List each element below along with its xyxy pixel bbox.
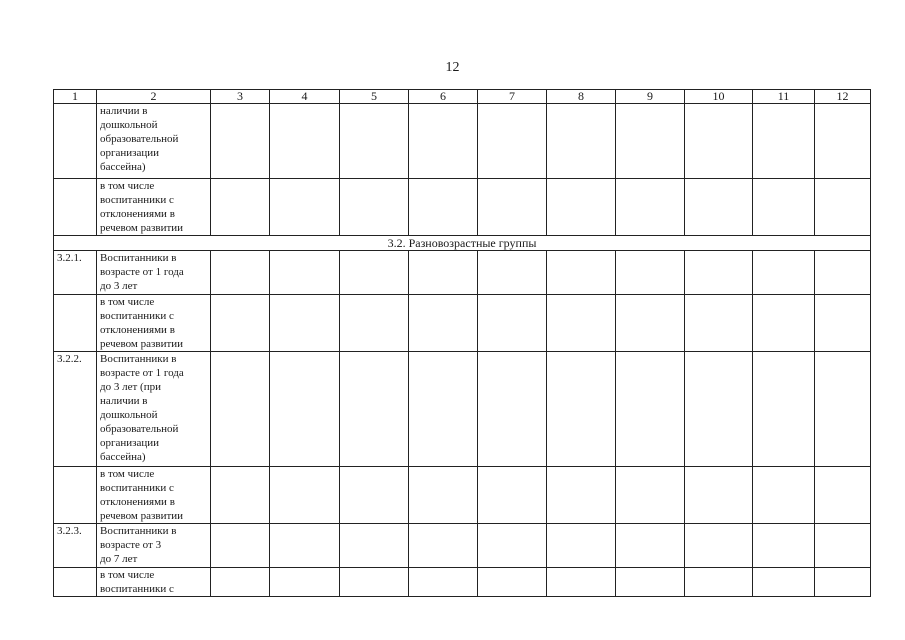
- data-cell: [478, 295, 547, 352]
- data-cell: [478, 467, 547, 524]
- row-number: 3.2.3.: [54, 524, 97, 568]
- row-label: в том числе воспитанники с отклонениями в речевом развитии: [97, 467, 211, 524]
- data-cell: [685, 179, 753, 236]
- data-cell: [270, 179, 340, 236]
- data-cell: [409, 179, 478, 236]
- data-cell: [409, 251, 478, 295]
- column-header: 6: [409, 90, 478, 104]
- row-label: в том числе воспитанники с отклонениями в речевом развитии: [97, 295, 211, 352]
- data-table: [53, 89, 871, 597]
- data-cell: [547, 104, 616, 179]
- row-label: Воспитанники в возрасте от 1 года до 3 лет: [97, 251, 211, 295]
- data-cell: [815, 568, 871, 597]
- row-number: [54, 295, 97, 352]
- row-number: [54, 568, 97, 597]
- data-cell: [270, 295, 340, 352]
- data-cell: [753, 524, 815, 568]
- row-number: 3.2.1.: [54, 251, 97, 295]
- table-row: [54, 352, 871, 467]
- data-cell: [753, 251, 815, 295]
- row-label: в том числе воспитанники с: [97, 568, 211, 597]
- data-cell: [616, 179, 685, 236]
- column-header: 2: [97, 90, 211, 104]
- data-cell: [409, 568, 478, 597]
- table-row: [54, 467, 871, 524]
- data-cell: [685, 295, 753, 352]
- data-cell: [478, 251, 547, 295]
- data-cell: [616, 568, 685, 597]
- page-number: 12: [445, 60, 460, 75]
- data-cell: [478, 524, 547, 568]
- column-header: 4: [270, 90, 340, 104]
- table-row: [54, 179, 871, 236]
- table-body: [54, 90, 871, 597]
- data-cell: [478, 568, 547, 597]
- data-cell: [340, 352, 409, 467]
- data-cell: [409, 352, 478, 467]
- data-cell: [685, 104, 753, 179]
- table-row: [54, 104, 871, 179]
- data-cell: [478, 352, 547, 467]
- data-cell: [211, 467, 270, 524]
- data-cell: [547, 295, 616, 352]
- data-cell: [815, 179, 871, 236]
- data-cell: [270, 568, 340, 597]
- column-header: 5: [340, 90, 409, 104]
- data-cell: [685, 352, 753, 467]
- data-cell: [270, 524, 340, 568]
- data-cell: [815, 352, 871, 467]
- data-cell: [547, 568, 616, 597]
- data-cell: [270, 352, 340, 467]
- data-cell: [340, 179, 409, 236]
- data-cell: [616, 352, 685, 467]
- table-row: [54, 524, 871, 568]
- table-row: [54, 568, 871, 597]
- data-cell: [211, 295, 270, 352]
- data-cell: [340, 295, 409, 352]
- data-cell: [753, 467, 815, 524]
- column-header: 7: [478, 90, 547, 104]
- data-cell: [409, 467, 478, 524]
- row-label: в том числе воспитанники с отклонениями в речевом развитии: [97, 179, 211, 236]
- data-cell: [478, 179, 547, 236]
- column-header: 11: [753, 90, 815, 104]
- data-cell: [753, 568, 815, 597]
- row-number: [54, 104, 97, 179]
- data-cell: [340, 251, 409, 295]
- data-cell: [211, 352, 270, 467]
- data-cell: [409, 295, 478, 352]
- data-cell: [409, 524, 478, 568]
- row-label: наличии в дошкольной образовательной организации бассейна): [97, 104, 211, 179]
- data-cell: [815, 104, 871, 179]
- column-header: 3: [211, 90, 270, 104]
- data-cell: [815, 524, 871, 568]
- data-cell: [547, 467, 616, 524]
- data-cell: [616, 524, 685, 568]
- data-cell: [753, 179, 815, 236]
- data-cell: [547, 352, 616, 467]
- data-cell: [340, 104, 409, 179]
- data-cell: [340, 568, 409, 597]
- table-row: [54, 251, 871, 295]
- data-cell: [753, 352, 815, 467]
- data-cell: [270, 104, 340, 179]
- data-cell: [685, 467, 753, 524]
- section-row: [54, 236, 871, 251]
- header-row: [54, 90, 871, 104]
- data-cell: [211, 179, 270, 236]
- data-cell: [815, 251, 871, 295]
- row-number: [54, 179, 97, 236]
- column-header: 8: [547, 90, 616, 104]
- data-cell: [340, 467, 409, 524]
- row-number: 3.2.2.: [54, 352, 97, 467]
- data-cell: [547, 179, 616, 236]
- data-cell: [685, 524, 753, 568]
- data-cell: [753, 295, 815, 352]
- data-cell: [815, 467, 871, 524]
- data-cell: [211, 251, 270, 295]
- row-number: [54, 467, 97, 524]
- column-header: 10: [685, 90, 753, 104]
- data-cell: [685, 251, 753, 295]
- column-header: 1: [54, 90, 97, 104]
- row-label: Воспитанники в возрасте от 1 года до 3 лет (при наличии в дошкольной образовательной организации бассейна): [97, 352, 211, 467]
- section-title: 3.2. Разновозрастные группы: [54, 236, 871, 251]
- data-cell: [270, 467, 340, 524]
- data-cell: [547, 524, 616, 568]
- data-cell: [753, 104, 815, 179]
- data-cell: [815, 295, 871, 352]
- data-cell: [616, 104, 685, 179]
- data-cell: [616, 467, 685, 524]
- data-cell: [211, 104, 270, 179]
- row-label: Воспитанники в возрасте от 3 до 7 лет: [97, 524, 211, 568]
- data-cell: [211, 568, 270, 597]
- table-row: [54, 295, 871, 352]
- data-cell: [547, 251, 616, 295]
- data-cell: [478, 104, 547, 179]
- data-cell: [211, 524, 270, 568]
- data-cell: [270, 251, 340, 295]
- column-header: 9: [616, 90, 685, 104]
- data-cell: [340, 524, 409, 568]
- data-cell: [616, 295, 685, 352]
- data-cell: [616, 251, 685, 295]
- column-header: 12: [815, 90, 871, 104]
- data-cell: [685, 568, 753, 597]
- data-cell: [409, 104, 478, 179]
